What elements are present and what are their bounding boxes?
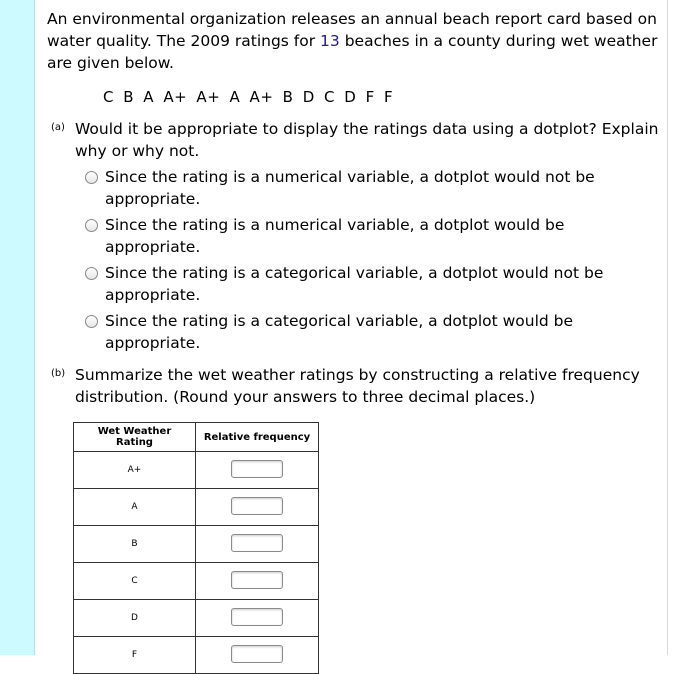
part-b [47,364,659,674]
part-a-label: (a) [51,122,65,133]
intro-text-end: beaches in a county during wet weather are given below. [47,32,658,72]
beach-count: 13 [320,32,340,50]
part-a [47,118,659,354]
answer-input-c[interactable] [231,571,283,589]
part-a-question: Would it be appropriate to display the ratings data using a dotplot? Explain why or why not. [75,120,659,160]
frequency-cell [196,489,319,526]
intro-text-start: An environmental organization releases an annual beach report card based on water quality. The 2009 ratings for [47,10,657,50]
radio-button-2[interactable] [85,219,98,232]
right-border [667,0,668,655]
table-row [74,563,319,600]
header-relative-frequency: Relative frequency [196,423,319,452]
answer-input-d[interactable] [231,608,283,626]
table-row [74,489,319,526]
option-3-text: Since the rating is a categorical variable, a dotplot would not be appropriate. [105,264,604,304]
frequency-cell [196,637,319,674]
left-margin-bar [0,0,35,655]
part-b-label: (b) [51,368,66,379]
option-3[interactable] [85,262,659,306]
radio-button-1[interactable] [85,171,98,184]
answer-input-a[interactable] [231,497,283,515]
frequency-cell [196,526,319,563]
option-4-text: Since the rating is a categorical variable, a dotplot would be appropriate. [105,312,574,352]
part-b-question: Summarize the wet weather ratings by constructing a relative frequency distribution. (Round your answers to three decimal places.) [75,366,640,406]
frequency-cell [196,600,319,637]
table-row [74,452,319,489]
ratings-list: C B A A+ A+ A A+ B D C D F F [103,88,394,106]
frequency-cell [196,563,319,600]
radio-button-4[interactable] [85,315,98,328]
option-2[interactable] [85,214,659,258]
rating-cell: C [74,563,196,600]
table-row [74,526,319,563]
option-4[interactable] [85,310,659,354]
part-a-options [85,166,659,354]
header-rating: Wet Weather Rating [74,423,196,452]
answer-input-b[interactable] [231,534,283,552]
rating-cell: A [74,489,196,526]
relative-frequency-table [73,422,319,674]
radio-button-3[interactable] [85,267,98,280]
problem-content [47,8,659,674]
rating-cell: F [74,637,196,674]
answer-input-f[interactable] [231,645,283,663]
rating-cell: A+ [74,452,196,489]
option-1[interactable] [85,166,659,210]
option-1-text: Since the rating is a numerical variable, a dotplot would not be appropriate. [105,168,595,208]
table-header-row [74,423,319,452]
table-row [74,637,319,674]
rating-cell: B [74,526,196,563]
rating-cell: D [74,600,196,637]
option-2-text: Since the rating is a numerical variable, a dotplot would be appropriate. [105,216,565,256]
answer-input-a-plus[interactable] [231,460,283,478]
table-row [74,600,319,637]
problem-intro [47,8,659,74]
frequency-cell [196,452,319,489]
